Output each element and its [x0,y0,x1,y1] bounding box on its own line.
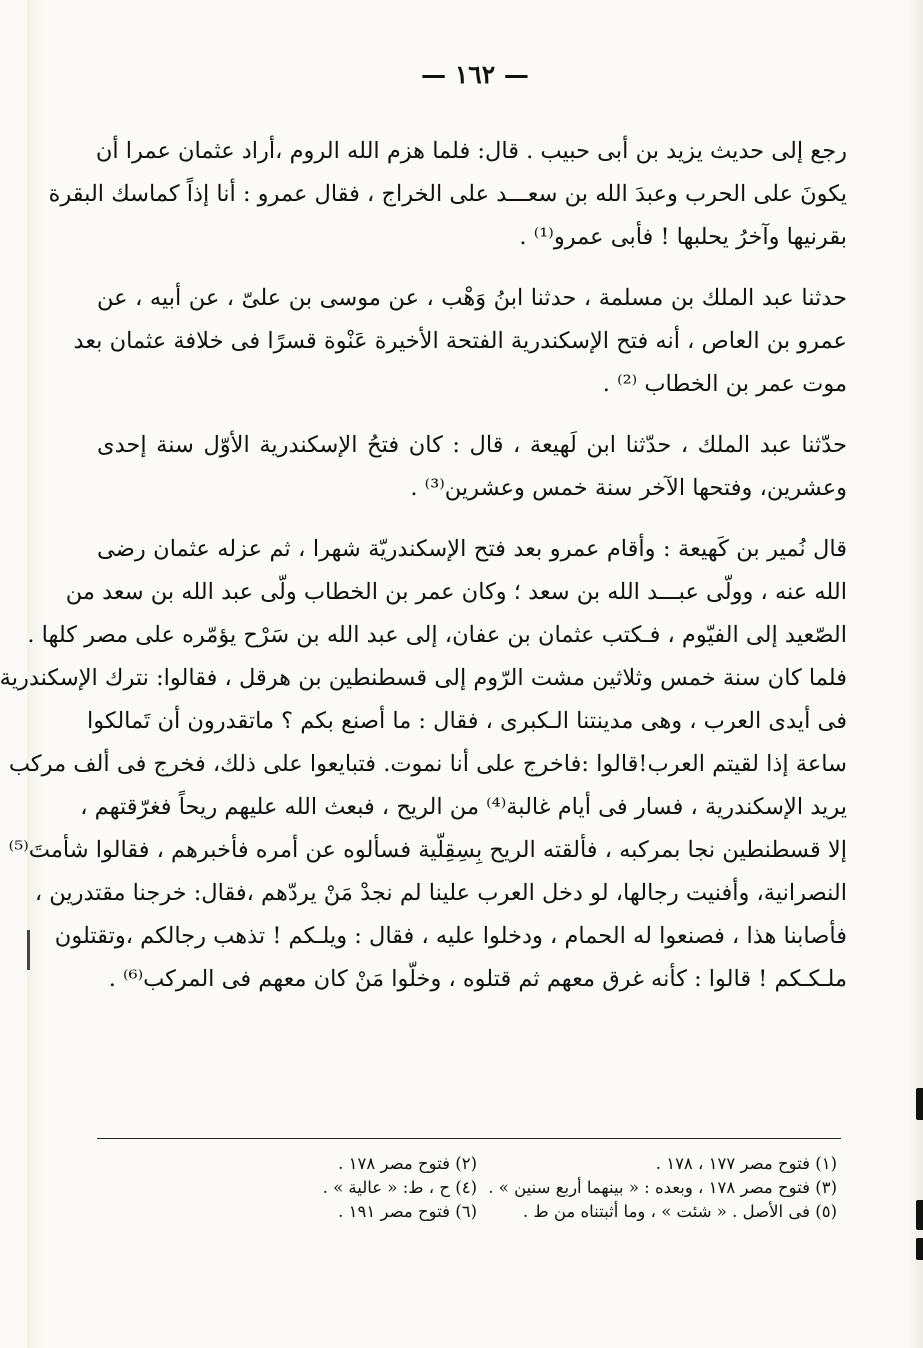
paragraph-1 [48,130,847,259]
paragraph-2 [73,277,847,406]
text-line: الله عنه ، وولّى عبـــد الله بن سعد ؛ وكان عمر بن الخطاب ولّى عبد الله بن سعد من [65,579,847,605]
text-line: ملـكـكم ! قالوا : كأنه غرق معهم ثم قتلوه ، وخلّوا مَنْ كان معهم فى المركب⁽⁶⁾ . [108,966,847,992]
text-line: حدّثنا عبد الملك ، حدّثنا ابن لَهيعة ، قال : كان فتحُ الإسكندرية الأوّل سنة إحدى [97,432,847,458]
scan-edge-mark [916,1088,923,1120]
footnotes [87,1152,837,1224]
scan-edge-mark [916,1200,923,1230]
footnote-3: (٣) فتوح مصر ١٧٨ ، وبعده : « بينهما أربع سنين » . [488,1178,837,1197]
page-number: — ١٦٢ — [421,60,529,89]
text-line: يكونَ على الحرب وعبدَ الله بن سعـــد على الخراج ، فقال عمرو : أنا إذاً كماسك البقرة [48,181,847,207]
scan-edge-mark [27,930,30,970]
footnote-2: (٢) فتوح مصر ١٧٨ . [338,1154,477,1173]
text-line: حدثنا عبد الملك بن مسلمة ، حدثنا ابنُ وَهْب ، عن موسى بن علىّ ، عن أبيه ، عن [97,285,847,311]
footnote-1: (١) فتوح مصر ١٧٧ ، ١٧٨ . [655,1154,837,1173]
footnote-divider [97,1138,841,1139]
footnote-row [87,1152,837,1176]
text-line: ساعة إذا لقيتم العرب!قالوا :فاخرج على أنا نموت. فتبايعوا على ذلك، فخرج فى ألف مركب [8,751,847,777]
footnote-4: (٤) ح ، ط: « عالية » . [322,1178,477,1197]
scan-edge-mark [916,1238,923,1260]
text-line: يريد الإسكندرية ، فسار فى أيام غالبة⁽⁴⁾ من الريح ، فبعث الله عليهم ريحاً فغرّقتهم ، [80,794,847,820]
text-line: موت عمر بن الخطاب ⁽²⁾ . [602,371,847,397]
paragraph-3 [97,424,847,510]
footnote-row [87,1176,837,1200]
text-line: رجع إلى حديث يزيد بن أبى حبيب . قال: فلما هزم الله الروم ،أراد عثمان عمرا أن [95,138,847,164]
main-text [0,130,847,1001]
footnote-row [87,1200,837,1224]
text-line: وعشرين، وفتحها الآخر سنة خمس وعشرين⁽³⁾ . [410,475,847,501]
text-line: قال نُمير بن كَهيعة : وأقام عمرو بعد فتح الإسكندريّة شهرا ، ثم عزله عثمان رضى [97,536,847,562]
text-line: بقرنيها وآخرُ يحلبها ! فأبى عمرو⁽¹⁾ . [519,224,847,250]
text-line: فأصابنا هذا ، فصنعوا له الحمام ، ودخلوا عليه ، فقال : ويلـكم ! تذهب رجالكم ،وتقتلون [54,923,847,949]
footnote-5: (٥) فى الأصل . « شئت » ، وما أثبتناه من ط . [522,1202,837,1221]
text-line: الصّعيد إلى الفيّوم ، فـكتب عثمان بن عفان، إلى عبد الله بن سَرْح يؤمّره على مصر كلها . [27,622,847,648]
text-line: عمرو بن العاص ، أنه فتح الإسكندرية الفتحة الأخيرة عَنْوة قسرًا فى خلافة عثمان بعد [73,328,847,354]
text-line: إلا قسطنطين نجا بمركبه ، فألقته الريح بِسِقِلّية فسألوه عن أمره فأخبرهم ، فقالوا شأمتَ⁽⁵⁾ [8,837,847,863]
text-line: النصرانية، وأفنيت رجالها، لو دخل العرب علينا لم نجدْ مَنْ يردّهم ،فقال: خرجنا مقتدرين ، [34,880,847,906]
text-line: فى أيدى العرب ، وهى مدينتنا الـكبرى ، فقال : ما أصنع بكم ؟ ماتقدرون أن تَمالكوا [87,708,847,734]
text-line: فلما كان سنة خمس وثلاثين مشت الرّوم إلى قسطنطين بن هرقل ، فقالوا: نترك الإسكندرية [0,665,847,691]
paragraph-4 [0,528,847,1001]
footnote-6: (٦) فتوح مصر ١٩١ . [338,1202,477,1221]
